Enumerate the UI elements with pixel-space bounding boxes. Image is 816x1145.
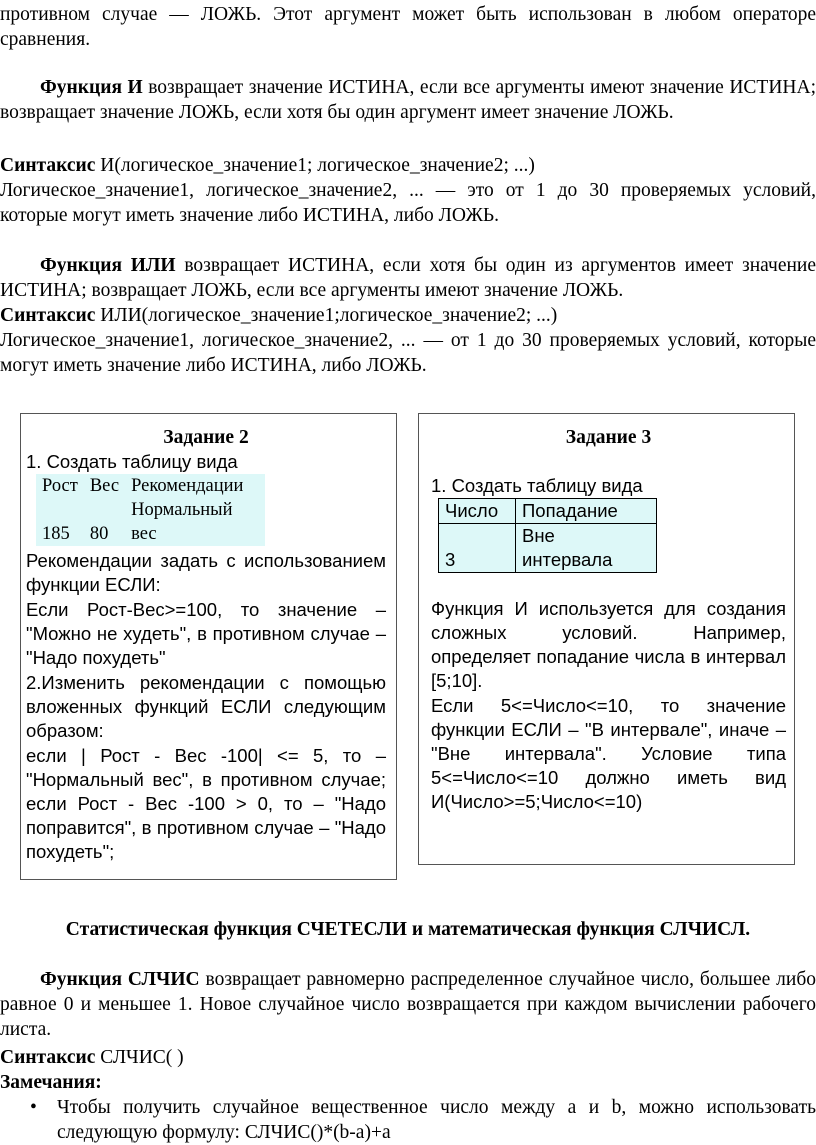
func-or-name: Функция ИЛИ [40, 255, 176, 276]
intro-text: противном случае — ЛОЖЬ. Этот аргумент может быть использован в любом операторе сравнения. [0, 4, 816, 50]
table-header-cell: Рост [42, 476, 78, 496]
task2-rule2: если | Рост - Вес -100| <= 5, то – "Нормальный вес", в противном случае; если Рост - Вес -100 > 0, то – "Надо поправится", в противном случае – "Надо похудеть"; [26, 745, 386, 862]
func-and-syntax-text: И(логическое_значение1; логическое_значение2; ...) [95, 155, 535, 176]
notes-list [0, 1095, 816, 1145]
func-and-paragraph [0, 75, 816, 125]
table-row [36, 474, 265, 498]
func-rand-syntax-text: СЛЧИС( ) [95, 1047, 184, 1068]
intro-paragraph [0, 2, 816, 52]
func-or-desc: возвращает ИСТИНА, если хотя бы один из аргументов имеет значение ИСТИНА; возвращает ЛОЖЬ, если все аргументы имеют значение ЛОЖЬ. [0, 255, 816, 301]
func-rand-name: Функция СЛЧИС [40, 969, 200, 990]
func-or-args-text: Логическое_значение1, логическое_значение2, ... — от 1 до 30 проверяемых условий, которые могут иметь значение либо ИСТИНА, либо ЛОЖЬ. [0, 330, 816, 376]
func-rand-syntax [0, 1045, 816, 1070]
func-or-syntax-text: ИЛИ(логическое_значение1;логическое_значение2; ...) [95, 305, 558, 326]
task2-step2: 2.Изменить рекомендации с помощью вложенных функций ЕСЛИ следующим образом: [26, 672, 386, 741]
task2-title: Задание 2 [163, 427, 249, 448]
task2-table [36, 474, 265, 546]
task2-text: Рекомендации задать с использованием функции ЕСЛИ: [26, 550, 386, 595]
task3-step1: 1. Создать таблицу вида [431, 475, 643, 496]
task2-rule1: Если Рост-Вес>=100, то значение – "Можно не худеть", в противном случае – "Надо похудеть" [26, 599, 386, 668]
table-cell: 3 [439, 524, 516, 573]
task3-text2: Если 5<=Число<=10, то значение функции ЕСЛИ – "В интервале", иначе – "Вне интервала". Условие типа 5<=Число<=10 должно иметь вид И(Число>=5;Число<=10) [431, 695, 786, 812]
table-row [439, 499, 657, 524]
task2-step1: 1. Создать таблицу вида [26, 451, 238, 472]
bullet-text: Чтобы получить случайное вещественное число между a и b, можно использовать следующую формулу: СЛЧИС()*(b-a)+a [57, 1097, 816, 1143]
task3-title: Задание 3 [565, 427, 652, 448]
func-or-syntax-label: Синтаксис [0, 305, 96, 326]
table-header-cell: Рекомендации [131, 476, 244, 496]
func-rand-desc: возвращает равномерно распределенное случайное число, большее либо равное 0 и меньшее 1. Новое случайное число возвращается при каждом вычислении рабочего листа. [0, 969, 816, 1040]
func-or-syntax [0, 303, 816, 328]
table-cell: 185 [42, 524, 70, 544]
list-item [0, 1095, 816, 1145]
func-and-name: Функция И [40, 77, 143, 98]
func-rand-paragraph [0, 967, 816, 1042]
task3-table [438, 498, 657, 573]
func-or-paragraph [0, 253, 816, 303]
task2-box [20, 413, 397, 880]
table-cell: Вне интервала [516, 524, 657, 573]
table-cell: 80 [89, 524, 109, 544]
bullet-icon: • [30, 1097, 37, 1118]
task3-box [418, 413, 795, 865]
func-rand-syntax-label: Синтаксис [0, 1047, 96, 1068]
section-heading [0, 917, 816, 942]
table-header-cell: Вес [89, 476, 120, 496]
func-and-args-text: Логическое_значение1, логическое_значение2, ... — это от 1 до 30 проверяемых условий, которые могут иметь значение либо ИСТИНА, либо ЛОЖЬ. [0, 180, 816, 226]
table-header-cell: Попадание [516, 499, 657, 524]
task3-text1: Функция И используется для создания сложных условий. Например, определяет попадание числа в интервал [5;10]. [431, 598, 786, 691]
table-header-cell: Число [439, 499, 516, 524]
notes-label: Замечания: [0, 1072, 102, 1093]
table-row [439, 524, 657, 573]
func-or-args [0, 328, 816, 378]
table-row [36, 498, 265, 546]
func-and-syntax [0, 153, 816, 178]
section-heading-text: Статистическая функция СЧЕТЕСЛИ и математическая функция СЛЧИСЛ. [65, 919, 751, 940]
table-cell: Нормальный вес [131, 500, 233, 544]
func-rand-notes-label [0, 1070, 816, 1095]
func-and-args [0, 178, 816, 228]
func-and-syntax-label: Синтаксис [0, 155, 96, 176]
func-and-desc: возвращает значение ИСТИНА, если все аргументы имеют значение ИСТИНА; возвращает значение ЛОЖЬ, если хотя бы один аргумент имеет значение ЛОЖЬ. [0, 77, 816, 123]
